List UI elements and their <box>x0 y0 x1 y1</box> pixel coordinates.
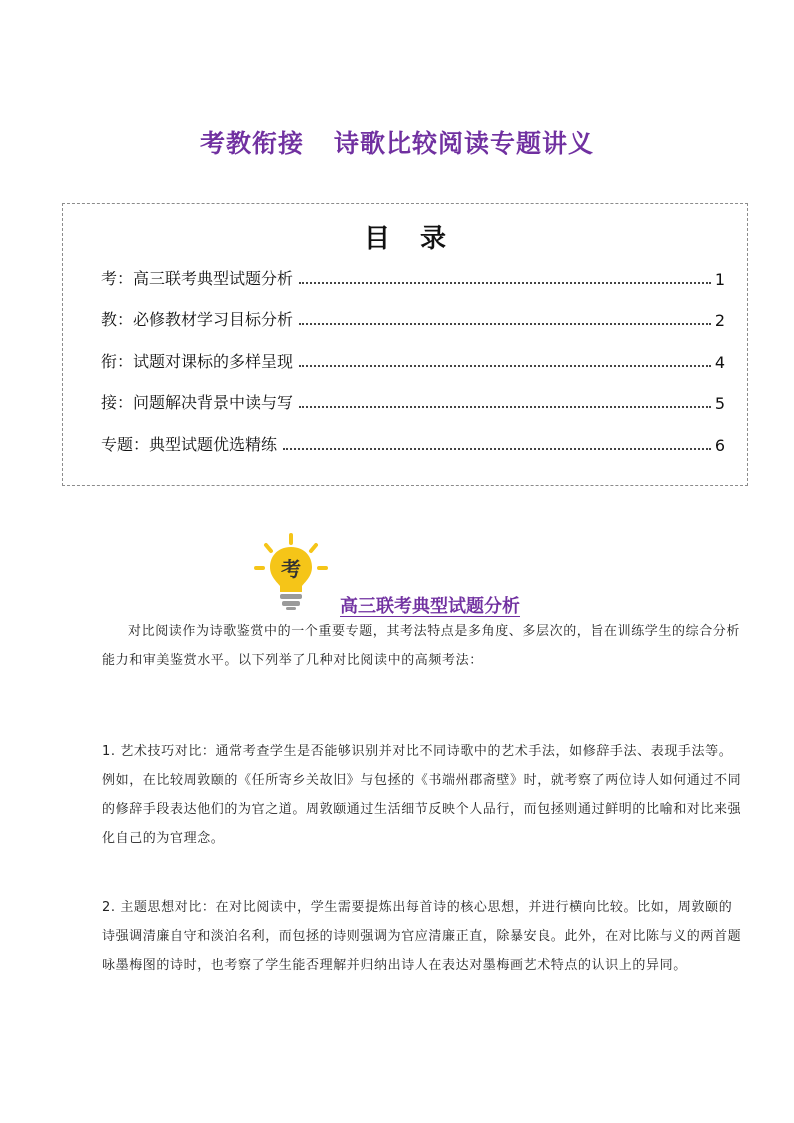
section-heading: 高三联考典型试题分析 <box>340 596 520 617</box>
toc-item-page: 1 <box>714 270 725 289</box>
toc-item[interactable] <box>101 265 725 289</box>
toc-leader-dots <box>299 322 711 325</box>
paragraph-2: 2. 主题思想对比：在对比阅读中，学生需要提炼出每首诗的核心思想，并进行横向比较。比如，周敦颐的诗强调清廉自守和淡泊名利，而包拯的诗则强调为官应清廉正直，除暴安良。此外，在对比陈与义的两首题咏墨梅图的诗时，也考察了学生能否理解并归纳出诗人在表达对墨梅画艺术特点的认识上的异同。 <box>102 900 742 973</box>
toc-item[interactable] <box>101 389 725 413</box>
toc-item[interactable] <box>101 431 725 455</box>
toc-leader-dots <box>299 281 711 284</box>
toc-heading: 目录 <box>363 224 476 254</box>
toc-leader-dots <box>299 405 711 408</box>
toc-leader-dots <box>283 447 711 450</box>
toc-item-label: 专题：典型试题优选精练 <box>101 435 278 454</box>
title-part-1: 考教衔接 <box>199 129 304 158</box>
table-of-contents <box>62 203 748 486</box>
intro-paragraph: 对比阅读作为诗歌鉴赏中的一个重要专题，其考法特点是多角度、多层次的，旨在训练学生的综合分析能力和审美鉴赏水平。以下列举了几种对比阅读中的高频考法： <box>102 624 741 668</box>
toc-item-page: 5 <box>714 394 725 413</box>
document-title <box>0 124 794 160</box>
toc-leader-dots <box>299 364 711 367</box>
toc-item[interactable] <box>101 306 725 330</box>
paragraph-1: 1. 艺术技巧对比：通常考查学生是否能够识别并对比不同诗歌中的艺术手法，如修辞手法、表现手法等。例如，在比较周敦颐的《任所寄乡关故旧》与包拯的《书端州郡斋壁》时，就考察了两位诗人如何通过不同的修辞手段表达他们的为官之道。周敦颐通过生活细节反映个人品行，而包拯则通过鲜明的比喻和对比来强化自己的为官理念。 <box>102 744 742 846</box>
toc-item-label: 衔：试题对课标的多样呈现 <box>101 352 294 371</box>
toc-item-label: 教：必修教材学习目标分析 <box>101 310 294 329</box>
toc-item-page: 2 <box>714 311 725 330</box>
toc-item-label: 接：问题解决背景中读与写 <box>101 393 294 412</box>
toc-item-page: 4 <box>714 353 725 372</box>
lightbulb-icon <box>252 532 330 612</box>
toc-item[interactable] <box>101 348 725 372</box>
title-part-2: 诗歌比较阅读专题讲义 <box>334 129 595 158</box>
bulb-label: 考 <box>281 557 301 581</box>
toc-item-label: 考：高三联考典型试题分析 <box>101 269 294 288</box>
toc-item-page: 6 <box>714 436 725 455</box>
